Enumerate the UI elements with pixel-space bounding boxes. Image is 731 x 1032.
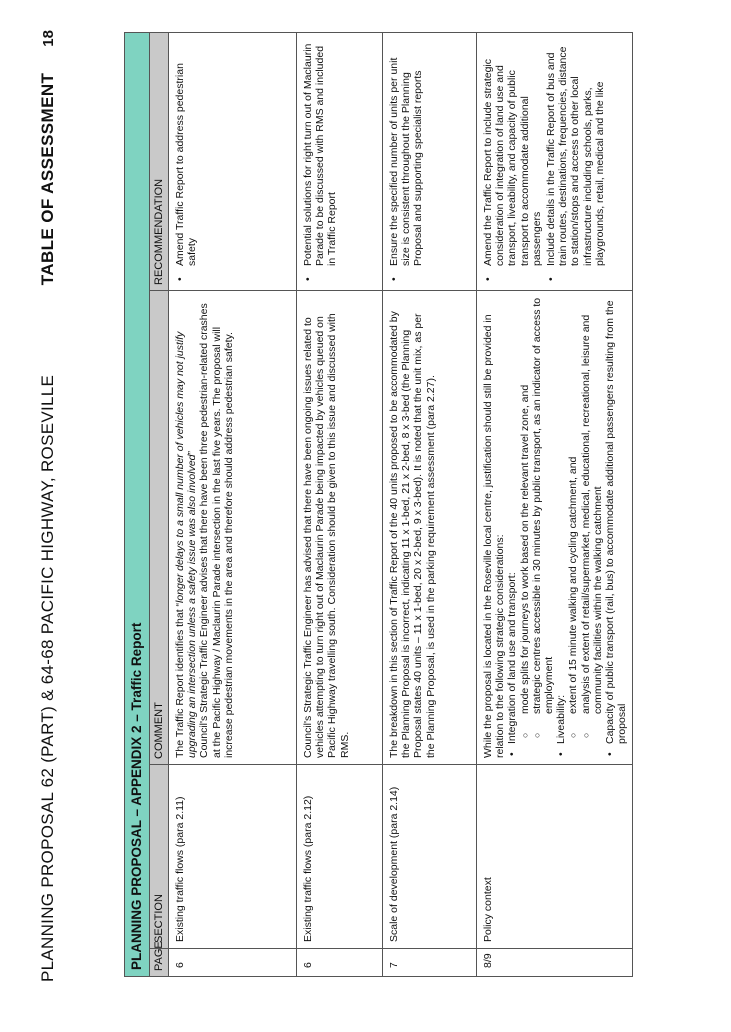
assessment-table xyxy=(124,32,633,977)
cell-recommendation xyxy=(297,32,383,290)
comment-lead: The Traffic Report identifies that “ xyxy=(174,602,186,758)
cell-recommendation xyxy=(383,32,477,290)
cell-recommendation xyxy=(169,32,297,290)
recommendation-item: • Include details in the Traffic Report of bus and train routes, destinations, frequencies, distance to station/stops and access to other local infrastructure including schools, parks, playgrounds, retail, medical and the like xyxy=(545,39,606,284)
comment-intro: While the proposal is located in the Roseville local centre, justification should still be provided in relation to the following strategic considerations: xyxy=(482,314,507,758)
table-row xyxy=(383,32,477,976)
cell-recommendation xyxy=(477,32,633,290)
table-row xyxy=(297,32,383,976)
table-title: PLANNING PROPOSAL – APPENDIX 2 – Traffic Report xyxy=(125,32,150,976)
consideration-item xyxy=(506,297,555,758)
cell-comment xyxy=(477,291,633,765)
sub-list xyxy=(567,297,604,744)
cell-comment: Council's Strategic Traffic Engineer has advised that there have been ongoing issues related to vehicles attempting to turn right out of Maclaurin Parade being impacted by vehicles queued on Pacific Highway travelling south. Consideration should be given to this issue and discussed with RMS. xyxy=(297,291,383,765)
column-header-section: SECTION xyxy=(150,765,169,949)
recommendation-list xyxy=(482,39,606,284)
cell-section: Existing traffic flows (para 2.11) xyxy=(169,765,297,949)
sub-item: ○ mode splits for journeys to work based on the relevant travel zone, and xyxy=(519,297,531,744)
sub-list xyxy=(519,297,556,744)
consideration-item xyxy=(555,297,604,758)
recommendation-item: • Potential solutions for right turn out of Maclaurin Parade to be discussed with RMS and included in Traffic Report xyxy=(302,39,339,284)
header-right xyxy=(38,30,58,285)
table-row xyxy=(169,32,297,976)
comment-close-quote: ” xyxy=(186,450,199,455)
comment-paragraph xyxy=(174,297,198,758)
consideration-item xyxy=(604,297,628,758)
column-header-page: PAGE xyxy=(150,949,169,977)
table-row xyxy=(477,32,633,976)
consideration-list xyxy=(506,297,628,758)
recommendation-item: • Amend Traffic Report to address pedestrian safety xyxy=(174,39,198,284)
column-header-recommendation: RECOMMENDATION xyxy=(150,32,169,290)
consideration-text: Capacity of public transport (rail, bus) to accommodate additional passengers resulting from the proposal xyxy=(604,300,629,744)
cell-section: Existing traffic flows (para 2.12) xyxy=(297,765,383,949)
document-title: PLANNING PROPOSAL 62 (PART) & 64-68 PACIFIC HIGHWAY, ROSEVILLE xyxy=(38,374,57,982)
cell-comment xyxy=(169,291,297,765)
cell-page: 8/9 xyxy=(477,949,633,977)
recommendation-list xyxy=(388,39,425,284)
sub-item: ○ extent of 15 minute walking and cycling catchment, and xyxy=(567,297,579,744)
consideration-text: Integration of land use and transport: xyxy=(506,572,519,744)
sub-item: ○ strategic centres accessible in 30 minutes by public transport, as an indicator of access to employment xyxy=(531,297,555,744)
section-title: TABLE OF ASSESSMENT xyxy=(38,72,57,286)
cell-page: 7 xyxy=(383,949,477,977)
cell-page: 6 xyxy=(169,949,297,977)
recommendation-list xyxy=(302,39,339,284)
column-header-comment: COMMENT xyxy=(150,291,169,765)
comment-quote: longer delays to a small number of vehicles may not justify upgrading an intersection unless a safety issue was also involved xyxy=(174,331,199,758)
cell-section: Scale of development (para 2.14) xyxy=(383,765,477,949)
comment-paragraph: Council's Strategic Traffic Engineer advises that there have been three pedestrian-related crashes at the Pacific Highway / Maclaurin Parade intersection in the last five years. The proposal will increase pedestrian movements in the area and therefore should address pedestrian safety. xyxy=(198,303,235,758)
cell-section: Policy context xyxy=(477,765,633,949)
page-number: 18 xyxy=(39,30,57,47)
recommendation-list xyxy=(174,39,198,284)
cell-comment: The breakdown in this section of Traffic Report of the 40 units proposed to be accommodated by the Planning Proposal is incorrect, indicating 11 x 1-bed, 21 x 2-bed, 8 x 3-bed (the Planning Proposal states 40 units – 11 x 1-bed, 20 x 2-bed, 9 x 3-bed). It is noted that the unit mix, as per the Planning Proposal, is used in the parking requirement assessment (para 2.27). xyxy=(383,291,477,765)
recommendation-item: • Ensure the specified number of units per unit size is consistent throughout the Planning Proposal and supporting specialist reports xyxy=(388,39,425,284)
sub-item: ○ analysis of extent of retail/supermarket, medical, educational, recreational, leisure and community facilities within the walking catchment xyxy=(580,297,604,744)
consideration-text: Liveability: xyxy=(555,694,568,744)
table-header-row xyxy=(150,32,169,976)
page-header xyxy=(28,30,68,982)
recommendation-item: • Amend the Traffic Report to include strategic consideration of integration of land use and transport, liveability, and capacity of public transport to accommodate additional passengers xyxy=(482,39,543,284)
table-title-row xyxy=(125,32,150,976)
cell-page: 6 xyxy=(297,949,383,977)
